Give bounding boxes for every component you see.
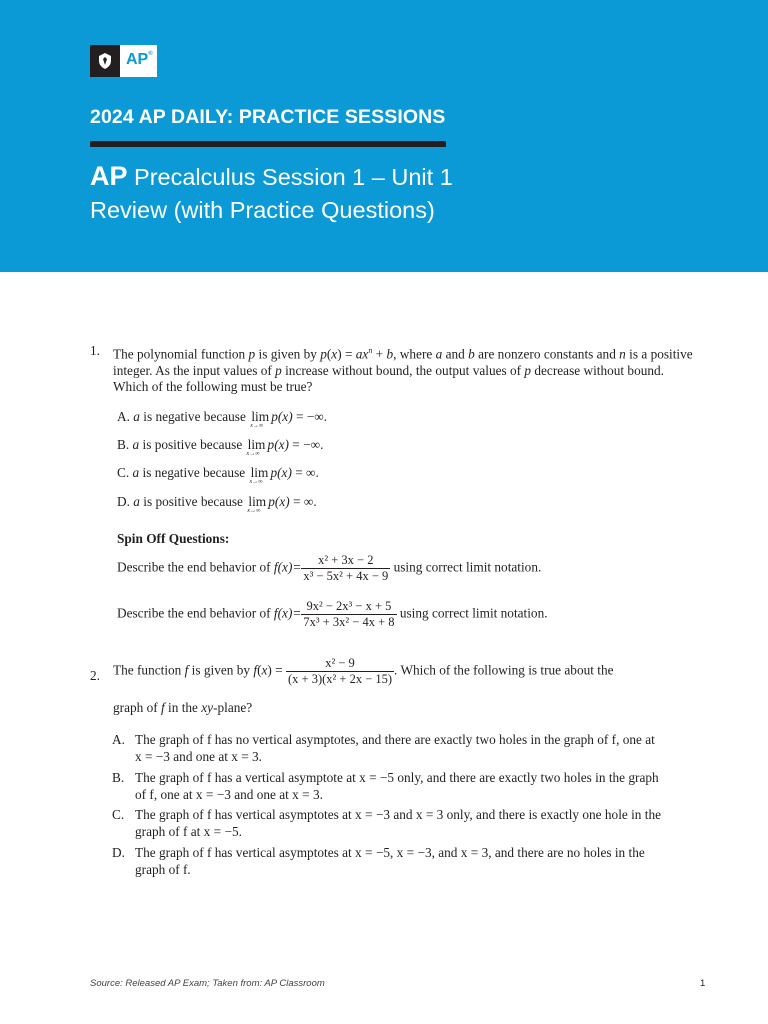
- option-1c[interactable]: C. a is negative because lim x→∞ p(x) = ∞.: [117, 465, 319, 485]
- spinoff-heading: Spin Off Questions:: [117, 531, 230, 546]
- header-banner: [0, 0, 768, 272]
- question-number: 2.: [90, 668, 100, 683]
- option-1d[interactable]: D. a is positive because lim x→∞ p(x) = ∞.: [117, 494, 317, 514]
- ap-logo: [90, 45, 157, 77]
- page-title: AP Precalculus Session 1 – Unit 1 Review (with Practice Questions): [90, 161, 453, 223]
- question-number: 1.: [90, 343, 100, 358]
- option-1a[interactable]: A. a is negative because lim x→∞ p(x) = −∞.: [117, 409, 328, 429]
- series-title: 2024 AP DAILY: PRACTICE SESSIONS: [90, 106, 446, 128]
- spinoff-question-2: Describe the end behavior of f(x)= $\frac{\text{9x² − 2x³ − x + 5}}{\text{7x³ + 3x² − 4x + 8}}$ using correct limit notation.: [117, 599, 548, 629]
- acorn-shield-icon: [90, 45, 120, 77]
- spinoff-question-1: Describe the end behavior of f(x)= $\frac{\text{x² + 3x − 2}}{\text{x³ − 5x² + 4x − 9}}$ using correct limit notation.: [117, 553, 542, 583]
- logo-text: AP®: [126, 51, 153, 68]
- header-divider: [90, 141, 446, 147]
- source-footer: Source: Released AP Exam; Taken from: AP Classroom: [90, 978, 325, 989]
- question-1-text: The polynomial function p is given by $p(x) = ax^n + b$, where a and b are nonzero constants and n is a positive integer. As the input values of p increase without bound, the output values of p decrease without bound. Which of the following must be true?: [113, 346, 693, 395]
- page-number: 1: [700, 978, 706, 989]
- option-1b[interactable]: B. a is positive because lim x→∞ p(x) = −∞.: [117, 437, 324, 457]
- question-2-text: The function f is given by f(x) = $\frac{\text{x² − 9}}{\text{(x + 3)(x² + 2x − 15)}}$ . Which of the following is true about the: [113, 656, 614, 686]
- question-2-text-cont: graph of f in the xy-plane?: [113, 700, 253, 715]
